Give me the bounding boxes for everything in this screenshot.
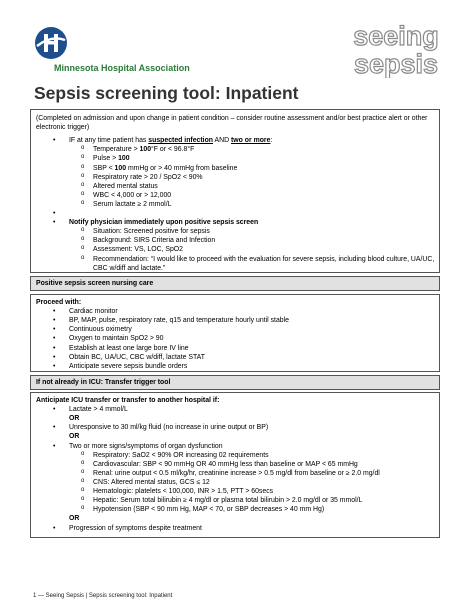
or-label: OR [69, 415, 80, 423]
organ-sign: o Respiratory: SaO2 < 90% OR increasing 02 requirements [31, 451, 439, 460]
mha-logo [34, 26, 234, 76]
proceed-heading: Proceed with: [36, 299, 82, 306]
care-item: • BP, MAP, pulse, respiratory rate, q15 and temperature hourly until stable [31, 316, 439, 325]
sbar-list [31, 227, 439, 273]
nursing-care-list [31, 307, 439, 371]
page-title: Sepsis screening tool: Inpatient [34, 83, 299, 103]
criteria-heading: • IF at any time patient has suspected infection AND two or more: o Temperature > 100°F or < 96.8°F o Pulse > 100 o SBP < 100 mmHg or > 40 mmHg from baseline o Respiratory rate > 20 / SpO2 < 90% o Altered mental status o WBC < 4,000 or > 12,000 o Serum lactate ≥ 2 mmol/L [31, 136, 439, 209]
sbar-item: o Background: SIRS Criteria and Infection [31, 236, 439, 245]
intro-text: (Completed on admission and upon change in patient condition – consider routine assessment and/or best practice alert or other electronic trigger) [36, 115, 428, 132]
notify-heading: • Notify physician immediately upon positive sepsis screen o Situation: Screened positive for sepsis o Background: SIRS Criteria and Infection o Assessment: VS, LOC, SpO2 o Recommendation: “I would like to proceed with the evaluation for severe sepsis, including blood culture, UA/UC, CBC w/diff and lactate.” [31, 218, 439, 273]
criteria-sublist [31, 145, 439, 209]
transfer-heading: Anticipate ICU transfer or transfer to another hospital if: [36, 397, 220, 404]
criterion-item: o Respiratory rate > 20 / SpO2 < 90% [31, 173, 439, 182]
criterion-item: o Temperature > 100°F or < 96.8°F [31, 145, 439, 154]
transfer-trigger-box [30, 392, 440, 538]
nursing-care-box [30, 294, 440, 372]
spacer [31, 209, 439, 218]
trigger-item: • Progression of symptoms despite treatment [31, 524, 439, 533]
screening-criteria-box [30, 109, 440, 273]
trigger-item: • Unresponsive to 30 ml/kg fluid (no increase in urine output or BP) [31, 423, 439, 432]
organ-dysfunction-list [31, 451, 439, 515]
transfer-list [31, 405, 439, 414]
care-item: • Continuous oximetry [31, 325, 439, 334]
organ-sign: o CNS: Altered mental status, GCS ≤ 12 [31, 478, 439, 487]
care-item: • Cardiac monitor [31, 307, 439, 316]
criterion-item: o Pulse > 100 [31, 154, 439, 163]
organ-sign: o Hematologic: platelets < 100,000, INR > 1.5, PTT > 60secs [31, 487, 439, 496]
organ-sign: o Renal: urine output < 0.5 ml/kg/hr, creatinine increase > 0.5 mg/dl from baseline or ≥ 2.0 mg/dl [31, 469, 439, 478]
criteria-list [31, 136, 439, 273]
care-item: • Obtain BC, UA/UC, CBC w/diff, lactate STAT [31, 353, 439, 362]
transfer-trigger-header: If not already in ICU: Transfer trigger tool [30, 375, 440, 390]
criterion-item: o WBC < 4,000 or > 12,000 [31, 191, 439, 200]
or-label: OR [69, 515, 80, 523]
brand-line-2: sepsis [353, 49, 439, 78]
sbar-item: o Assessment: VS, LOC, SpO2 [31, 245, 439, 254]
organ-sign: o Cardiovascular: SBP < 90 mmHg OR 40 mmHg less than baseline or MAP < 65 mmHg [31, 460, 439, 469]
trigger-item: • Lactate > 4 mmol/L [31, 405, 439, 414]
organ-sign: o Hypotension (SBP < 90 mm Hg, MAP < 70, or SBP decreases > 40 mm Hg) [31, 505, 439, 514]
criterion-item: o Altered mental status [31, 182, 439, 191]
nursing-care-header: Positive sepsis screen nursing care [30, 276, 440, 291]
care-item: • Anticipate severe sepsis bundle orders [31, 362, 439, 371]
page-footer: 1 — Seeing Sepsis | Sepsis screening tool: Inpatient [33, 593, 173, 599]
sbar-item: o Situation: Screened positive for sepsis [31, 227, 439, 236]
seeing-sepsis-logo [350, 20, 442, 78]
sbar-item: o Recommendation: “I would like to proceed with the evaluation for severe sepsis, including blood culture, UA/UC, CBC w/diff and lactate.” [31, 255, 439, 273]
org-name: Minnesota Hospital Association [54, 63, 190, 73]
care-item: • Establish at least one large bore IV line [31, 344, 439, 353]
organ-sign: o Hepatic: Serum total bilirubin ≥ 4 mg/dl or plasma total bilirubin > 2.0 mg/dl or 35 mmol/L [31, 496, 439, 505]
criterion-item: o SBP < 100 mmHg or > 40 mmHg from baseline [31, 164, 439, 173]
care-item: • Oxygen to maintain SpO2 > 90 [31, 334, 439, 343]
trigger-item: • Two or more signs/symptoms of organ dysfunction o Respiratory: SaO2 < 90% OR increasing 02 requirements o Cardiovascular: SBP < 90 mmHg OR 40 mmHg less than baseline or MAP < 65 mmHg o Renal: urine output < 0.5 ml/kg/hr, creatinine increase > 0.5 mg/dl from baseline or ≥ 2.0 mg/dl o CNS: Altered mental status, GCS ≤ 12 o Hematologic: platelets < 100,000, INR > 1.5, PTT > 60secs o Hepatic: Serum total bilirubin ≥ 4 mg/dl or plasma total bilirubin > 2.0 mg/dl or 35 mmol/L o Hypotension (SBP < 90 mm Hg, MAP < 70, or SBP decreases > 40 mm Hg) [31, 442, 439, 515]
or-label: OR [69, 433, 80, 441]
brand-line-1: seeing [353, 21, 439, 51]
criterion-item: o Serum lactate ≥ 2 mmol/L [31, 200, 439, 209]
mha-h-icon [34, 26, 68, 60]
